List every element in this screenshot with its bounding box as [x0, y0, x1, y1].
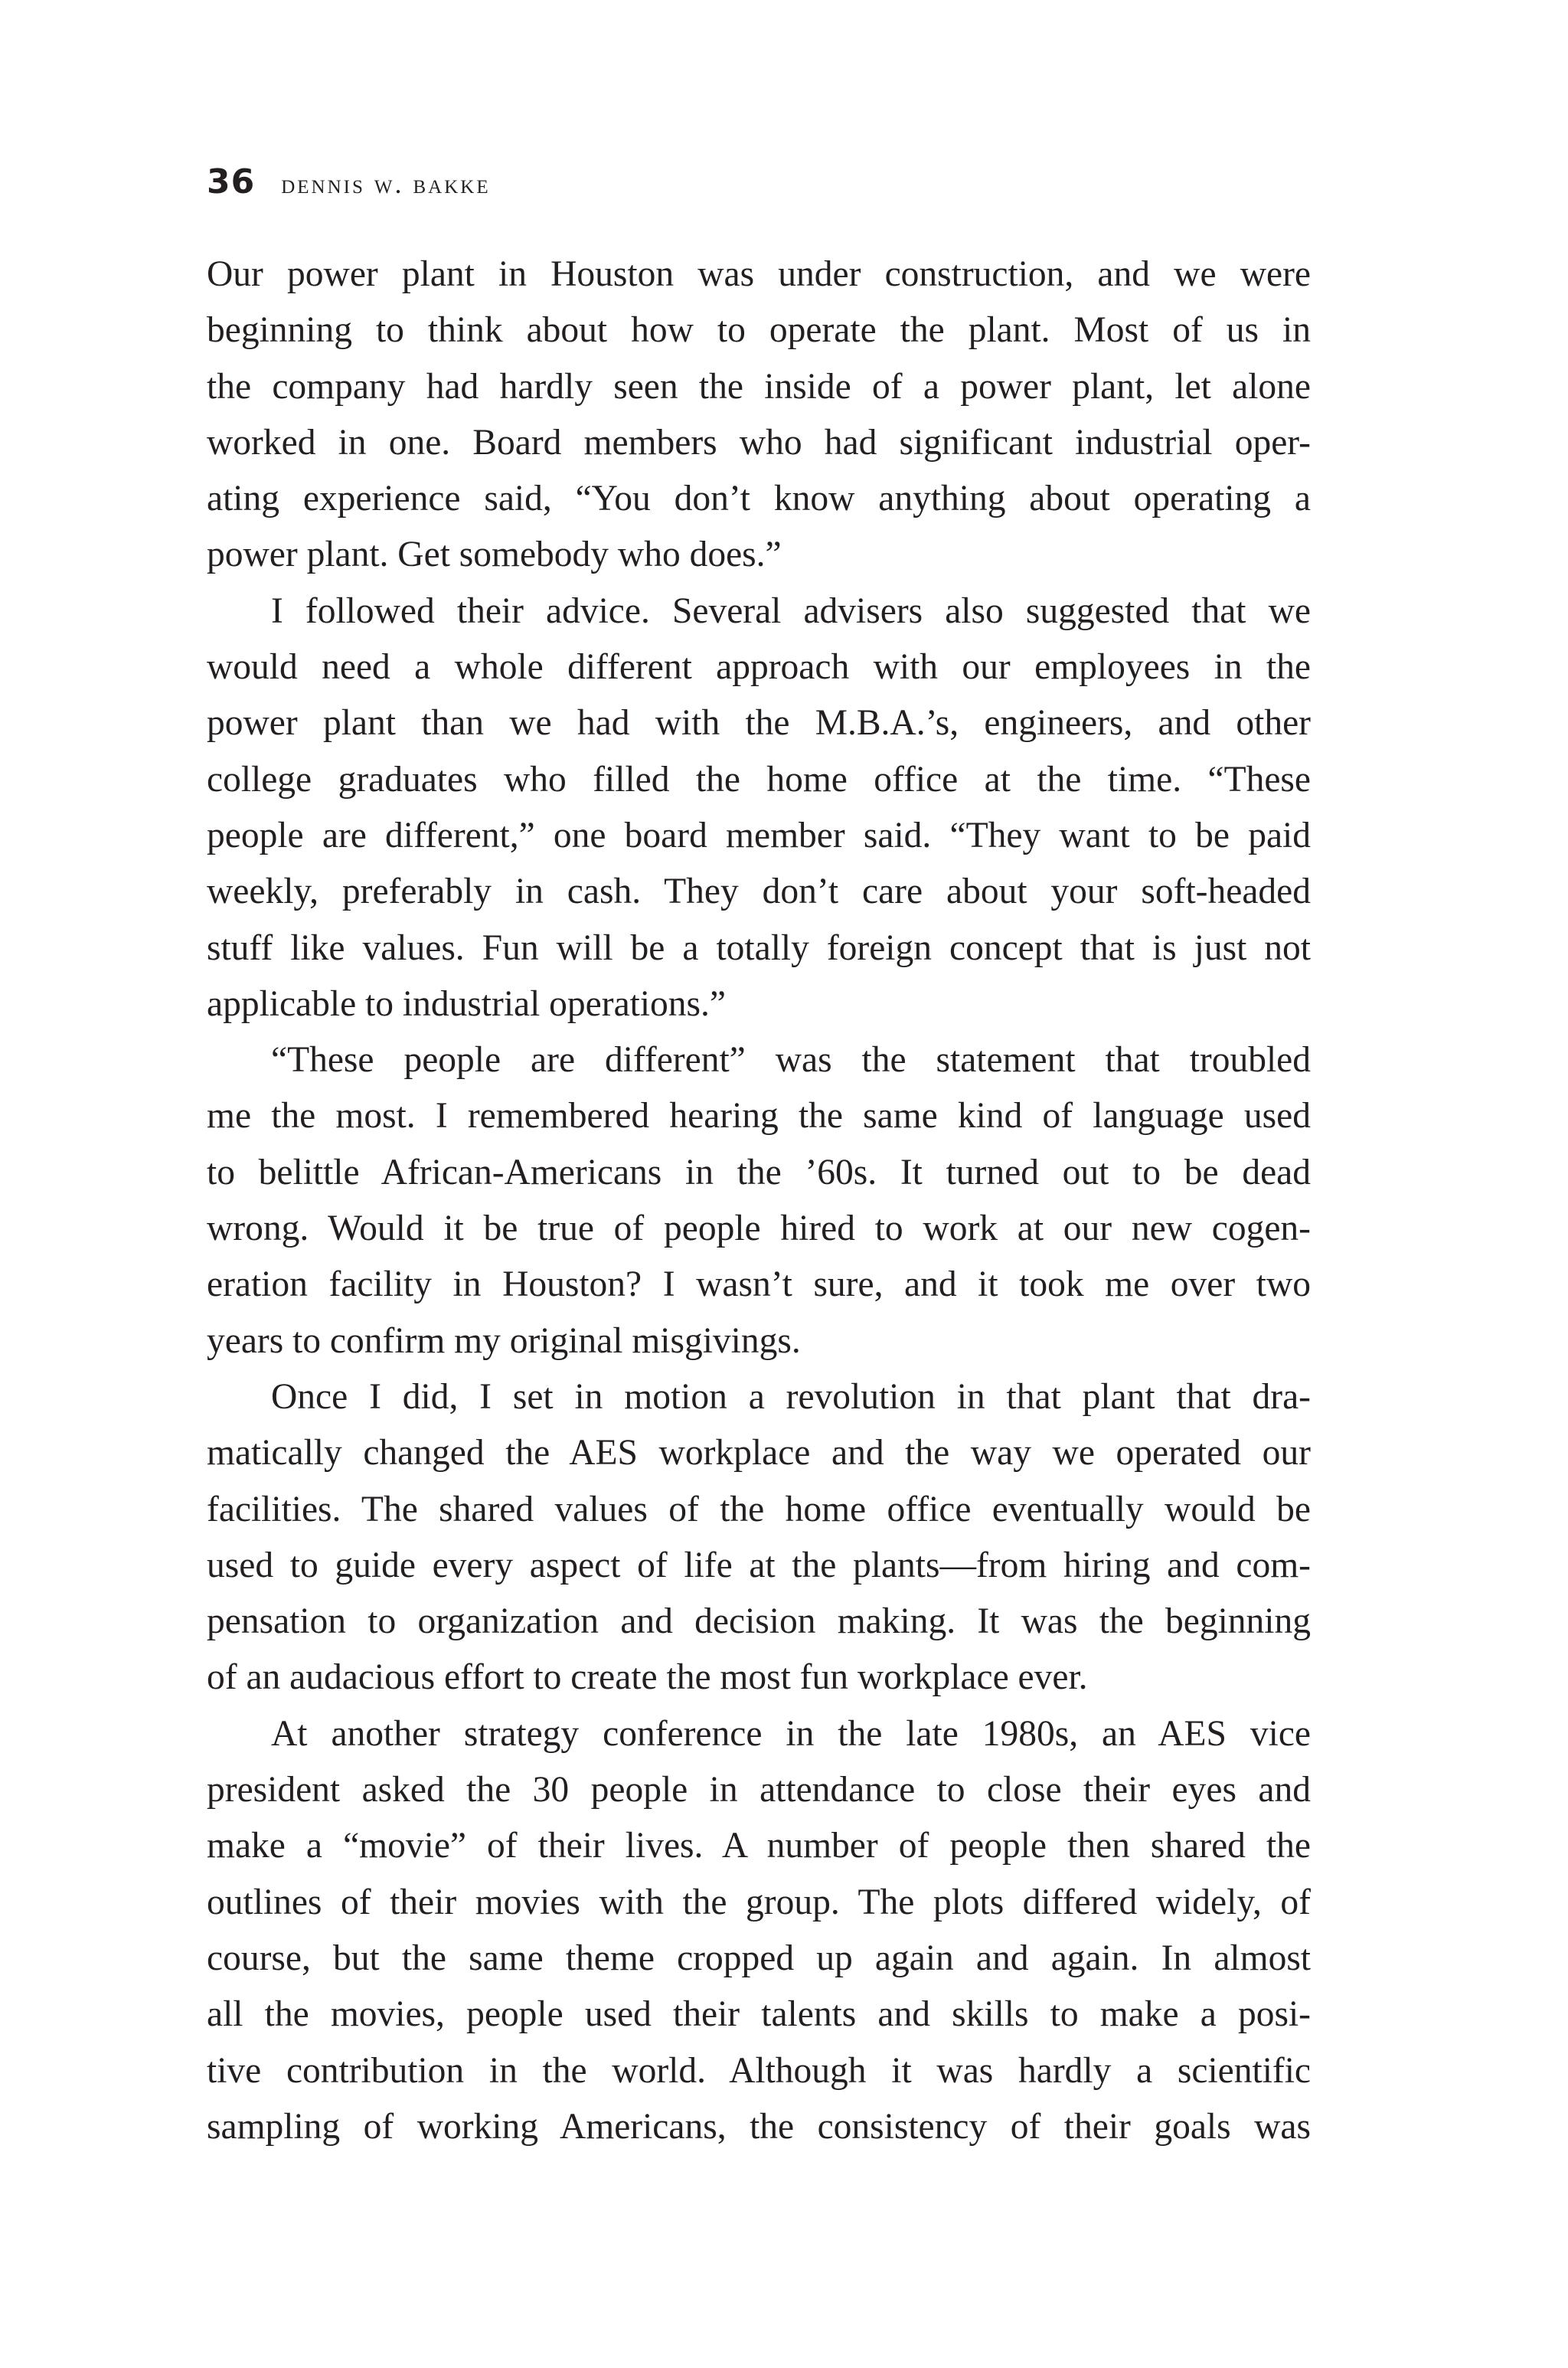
body-text	[207, 247, 1311, 2155]
text-line: make a “movie” of their lives. A number of people then shared the	[207, 1826, 1311, 1866]
text-line: wrong. Would it be true of people hired to work at our new cogen-	[207, 1209, 1311, 1249]
text-line: used to guide every aspect of life at the plants—from hiring and com-	[207, 1545, 1311, 1585]
text-line: worked in one. Board members who had significant industrial oper-	[207, 422, 1311, 463]
text-line: power plant than we had with the M.B.A.’s, engineers, and other	[207, 703, 1311, 744]
text-line: I followed their advice. Several advisers also suggested that we	[271, 590, 1311, 631]
text-line: president asked the 30 people in attendance to close their eyes and	[207, 1770, 1311, 1810]
text-line: sampling of working Americans, the consistency of their goals was	[207, 2106, 1311, 2147]
text-line: the company had hardly seen the inside of a power plant, let alone	[207, 366, 1311, 407]
text-line: At another strategy conference in the late 1980s, an AES vice	[271, 1713, 1311, 1754]
text-line: weekly, preferably in cash. They don’t care about your soft-headed	[207, 872, 1311, 912]
text-line: would need a whole different approach with our employees in the	[207, 647, 1311, 688]
text-line: matically changed the AES workplace and the way we operated our	[207, 1433, 1311, 1473]
text-line: course, but the same theme cropped up again and again. In almost	[207, 1938, 1311, 1978]
text-line: all the movies, people used their talents and skills to make a posi-	[207, 1994, 1311, 2035]
text-line: years to confirm my original misgivings.	[207, 1320, 801, 1361]
text-line: of an audacious effort to create the most fun workplace ever.	[207, 1657, 1088, 1698]
text-line: eration facility in Houston? I wasn’t sure, and it took me over two	[207, 1264, 1311, 1305]
page-number: 36	[207, 162, 256, 201]
text-line: stuff like values. Fun will be a totally foreign concept that is just not	[207, 927, 1311, 968]
text-line: applicable to industrial operations.”	[207, 983, 726, 1024]
text-line: tive contribution in the world. Although it was hardly a scientific	[207, 2050, 1311, 2091]
text-line: beginning to think about how to operate the plant. Most of us in	[207, 310, 1311, 351]
text-line: Once I did, I set in motion a revolution in that plant that dra-	[271, 1376, 1311, 1417]
text-line: me the most. I remembered hearing the same kind of language used	[207, 1096, 1311, 1137]
text-line: “These people are different” was the statement that troubled	[271, 1040, 1311, 1081]
running-head-author: dennis w. bakke	[281, 168, 491, 199]
text-line: to belittle African-Americans in the ’60s. It turned out to be dead	[207, 1152, 1311, 1192]
text-line: people are different,” one board member said. “They want to be paid	[207, 815, 1311, 855]
text-line: Our power plant in Houston was under construction, and we were	[207, 254, 1311, 294]
text-line: pensation to organization and decision making. It was the beginning	[207, 1601, 1311, 1642]
text-line: outlines of their movies with the group. The plots differed widely, of	[207, 1882, 1311, 1922]
text-line: facilities. The shared values of the home office eventually would be	[207, 1489, 1311, 1529]
text-line: college graduates who filled the home office at the time. “These	[207, 759, 1311, 800]
text-line: ating experience said, “You don’t know anything about operating a	[207, 479, 1311, 519]
text-line: power plant. Get somebody who does.”	[207, 535, 782, 575]
running-head	[207, 162, 491, 208]
